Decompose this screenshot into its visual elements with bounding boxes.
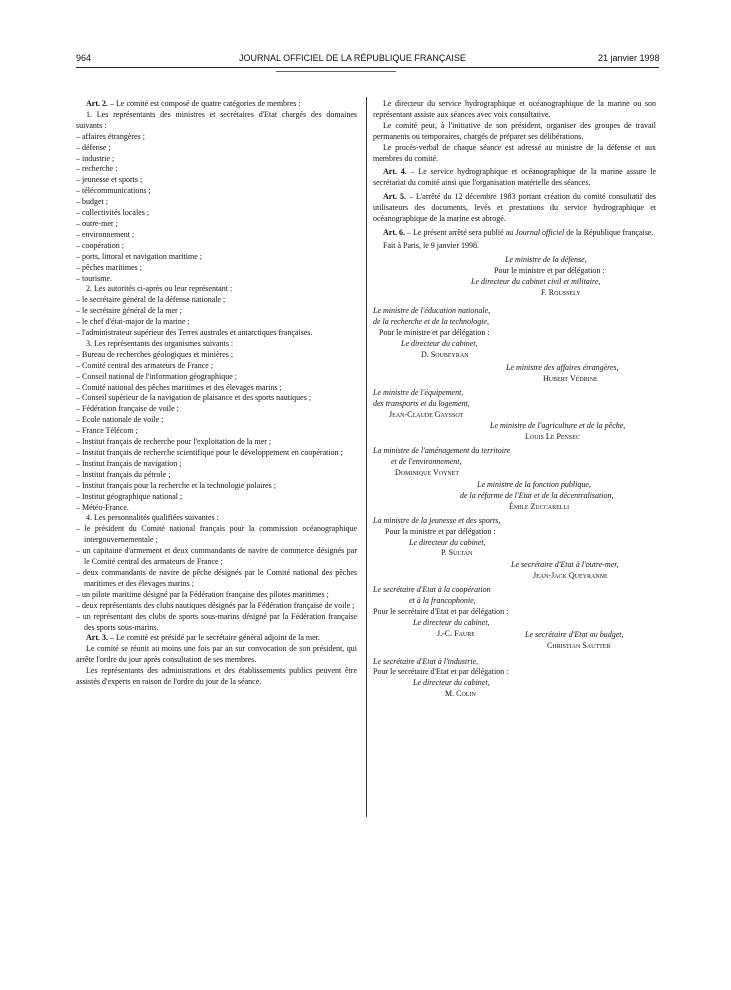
list-item: – un représentant des clubs de sports sous-marins désigné par la Fédération française des sports sous-marins. [76, 611, 357, 632]
list-item: – Comité national des pêches maritimes et des élevages marins ; [76, 382, 282, 392]
signature-role: Le directeur du cabinet, [413, 617, 490, 627]
list-item: – le secrétaire général de la mer ; [76, 306, 182, 316]
signature-foreign-affairs [373, 363, 656, 385]
list-item: – Institut français pour la recherche et la technologie polaires ; [76, 480, 276, 490]
list-item: – environnement ; [76, 229, 135, 239]
signature-public-service [373, 480, 656, 513]
list-item: – Conseil national de l'information géographique ; [76, 371, 237, 381]
signatory-name: Dominique Voynet [395, 468, 460, 478]
signature-title: et à la francophonie, [409, 596, 476, 606]
signature-education [373, 306, 656, 361]
article-6 [373, 228, 656, 239]
left-column [76, 99, 357, 688]
article-3-text: – Le comité est présidé par le secrétaire général adjoint de la mer. [108, 633, 320, 643]
list-item: – pêches maritimes ; [76, 262, 142, 272]
list-item: – Institut français de recherche scientifique pour le développement en coopération ; [76, 448, 343, 457]
list-item: – un capitaine d'armement et deux commandants de navire de commerce désignés par le Comité central des armateurs de France ; [76, 546, 357, 567]
list-item: – budget ; [76, 197, 108, 207]
place-date: Fait à Paris, le 9 janvier 1998. [383, 240, 479, 250]
signature-title: Le ministre de la défense, [505, 254, 587, 264]
list-item: – Institut français de recherche pour l'exploitation de la mer ; [76, 437, 272, 447]
signatory-name: Jean-Jack Queyranne [533, 571, 608, 581]
article-3-paragraph-2: Le comité se réunit au moins une fois par an sur convocation de son président, qui arrête l'ordre du jour après consultation de ses membres. [76, 644, 357, 665]
article-5 [373, 192, 656, 225]
paragraph-minutes: Le procès-verbal de chaque séance est adressé au ministre de la défense et aux membres du comité. [373, 142, 656, 163]
signature-title: Le ministre de l'agriculture et de la pêche, [490, 421, 626, 431]
article-3 [76, 633, 357, 644]
article-6-journal: Journal officiel [515, 227, 565, 237]
signature-title: Le ministre de l'équipement, [373, 387, 464, 397]
header-rule-short [276, 71, 396, 72]
journal-title: JOURNAL OFFICIEL DE LA RÉPUBLIQUE FRANÇAISE [239, 53, 466, 63]
article-6-text-a: – Le présent arrêté sera publié au [405, 227, 516, 237]
signatory-name: M. Colin [445, 689, 476, 699]
signature-title: La ministre de la jeunesse et des sports, [373, 515, 501, 525]
list-item: – France Télécom ; [76, 426, 138, 436]
article-4 [373, 167, 656, 189]
signature-industry [373, 657, 656, 701]
list-item: – tourisme. [76, 273, 112, 283]
signature-role: Le directeur du cabinet civil et militaire, [471, 276, 601, 286]
list-item: – collectivités locales ; [76, 208, 150, 218]
list-item: – recherche ; [76, 164, 118, 174]
list-item: – Institut géographique national ; [76, 491, 183, 501]
article-2 [76, 99, 357, 110]
list-item: – défense ; [76, 142, 111, 152]
signature-role: Le directeur du cabinet, [413, 678, 490, 688]
list-item: – ports, littoral et navigation maritime ; [76, 251, 202, 261]
list-item: – le chef d'état-major de la marine ; [76, 317, 190, 327]
article-5-label: Art. 5. [383, 192, 406, 202]
list-item: – le président du Comité national français pour la commission océanographique intergouvernementale ; [76, 524, 357, 545]
article-6-text-b: de la République française. [564, 227, 654, 237]
section-1-heading: 1. Les représentants des ministres et secrétaires d'Etat chargés des domaines suivants : [76, 109, 357, 130]
signatory-name: D. Soubeyran [421, 350, 469, 360]
signature-title: de la recherche et de la technologie, [373, 317, 490, 327]
page-number: 964 [76, 53, 92, 63]
article-3-label: Art. 3. [86, 633, 108, 643]
signature-budget [373, 630, 656, 652]
signatory-name: J.-C. Faure [437, 628, 475, 638]
signatory-name: Émile Zuccarelli [509, 501, 570, 511]
signature-title: Le ministre de la fonction publique, [477, 480, 591, 489]
section-4-heading: 4. Les personnalités qualifiées suivantes : [86, 513, 219, 523]
signatory-name: Hubert Védrine [543, 373, 598, 383]
paragraph-working-groups: Le comité peut, à l'initiative de son président, organiser des groupes de travail permanents ou temporaires, chargés de préparer ses délibérations. [373, 120, 656, 141]
list-ministries [76, 132, 357, 285]
list-item: – télécommunications ; [76, 186, 151, 196]
section-3-heading: 3. Les représentants des organismes suivants : [86, 338, 234, 348]
list-item: – Ecole nationale de voile ; [76, 415, 164, 425]
signature-role: Le directeur du cabinet, [401, 339, 478, 349]
signatory-name: Christian Sautter [547, 640, 611, 650]
list-item: – Bureau de recherches géologiques et minières ; [76, 349, 234, 359]
list-organisations [76, 350, 357, 514]
list-item: – outre-mer ; [76, 218, 118, 228]
header-rule [76, 67, 659, 68]
paragraph-director: Le directeur du service hydrographique et océanographique de la marine ou son représentant assiste aux séances avec voix consultative. [373, 99, 656, 119]
list-item: – Fédération française de voile ; [76, 404, 179, 414]
list-item: – affaires étrangères ; [76, 131, 145, 141]
signature-agriculture [373, 421, 656, 443]
signature-youth-sports [373, 516, 656, 560]
list-personalities [76, 524, 357, 633]
list-item: – deux représentants des clubs nautiques désignés par la Fédération française de voile ; [76, 600, 355, 610]
signature-delegation: Pour la ministre et par délégation : [385, 526, 496, 536]
list-item: – Comité central des armateurs de France ; [76, 360, 214, 370]
signature-title: Le ministre des affaires étrangères, [506, 362, 619, 372]
article-6-label: Art. 6. [383, 227, 405, 237]
signature-title: de la réforme de l'Etat et de la décentralisation, [460, 490, 614, 500]
signature-title: des transports et du logement, [373, 398, 470, 408]
signature-title: Le secrétaire d'Etat à la coopération [373, 585, 491, 595]
signature-delegation: Pour le secrétaire d'Etat et par délégation : [373, 606, 509, 616]
list-item: – l'administrateur supérieur des Terres australes et antarctiques françaises. [76, 328, 313, 338]
signature-title: Le secrétaire d'Etat au budget, [525, 629, 624, 639]
column-divider [366, 97, 367, 817]
signature-delegation: Pour le secrétaire d'Etat et par délégation : [373, 667, 509, 677]
list-item: – un pilote maritime désigné par la Fédération française des pilotes maritimes ; [76, 589, 329, 599]
list-item: – deux commandants de navire de pêche désignés par le Comité national des pêches maritimes et des élevages marins ; [76, 567, 357, 588]
article-5-text: – L'arrêté du 12 décembre 1983 portant création du comité consultatif des utilisateurs des documents, levés et prestations du service hydrographique et océanographique de la marine est abrogé. [373, 192, 656, 224]
signature-title: Le secrétaire d'Etat à l'industrie, [373, 656, 479, 666]
article-3-paragraph-3: Les représentants des administrations et des établissements publics peuvent être assistés d'experts en raison de l'ordre du jour de la séance. [76, 666, 357, 687]
section-2-heading: 2. Les autorités ci-après ou leur représentant : [86, 284, 233, 294]
signature-territory [373, 446, 656, 479]
list-item: – industrie ; [76, 153, 115, 163]
signature-equipment [373, 388, 656, 421]
list-item: – Météo-France. [76, 502, 129, 512]
list-item: – coopération ; [76, 240, 124, 250]
signature-delegation: Pour le ministre et par délégation : [379, 328, 490, 338]
article-4-text: – Le service hydrographique et océanographique de la marine assure le secrétariat du comité ainsi que l'organisation matérielle des séances. [373, 167, 656, 188]
signature-title: La ministre de l'aménagement du territoire [373, 446, 511, 456]
signature-overseas [373, 560, 656, 582]
article-2-text: – Le comité est composé de quatre catégories de membres : [108, 99, 301, 108]
signatory-name: Jean-Claude Gayssot [389, 409, 464, 419]
signature-title: Le secrétaire d'Etat à l'outre-mer, [511, 560, 619, 570]
list-item: – Institut français du pétrole ; [76, 469, 171, 479]
issue-date: 21 janvier 1998 [598, 53, 660, 63]
article-2-label: Art. 2. [86, 99, 108, 108]
list-item: – Institut français de navigation ; [76, 458, 182, 468]
signature-title: et de l'environnement, [391, 457, 462, 467]
list-item: – le secrétaire général de la défense nationale ; [76, 295, 226, 305]
signatory-name: Louis Le Pensec [525, 432, 580, 442]
signature-role: Le directeur du cabinet, [409, 537, 486, 547]
signature-delegation: Pour le ministre et par délégation : [494, 265, 605, 275]
signatory-name: P. Sultan [441, 548, 473, 558]
list-item: – Conseil supérieur de la navigation de plaisance et des sports nautiques ; [76, 393, 312, 403]
signature-defense [373, 255, 656, 299]
right-column [373, 99, 656, 700]
signature-title: Le ministre de l'éducation nationale, [373, 306, 491, 316]
signatory-name: F. Roussely [541, 287, 581, 297]
article-4-label: Art. 4. [383, 167, 407, 177]
list-item: – jeunesse et sports ; [76, 175, 143, 185]
list-authorities [76, 295, 357, 339]
